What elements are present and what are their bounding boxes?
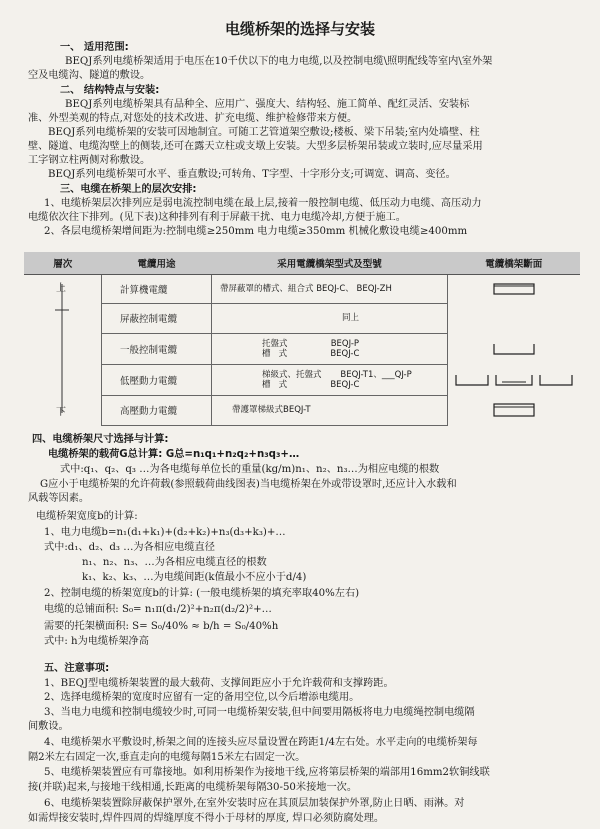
section-shape <box>448 333 581 364</box>
section-shape-empty <box>448 304 581 333</box>
layer-top-label: 上 <box>56 283 66 294</box>
paragraph-line: 2、选择电缆桥架的宽度时应留有一定的备用空位,以今后增添电缆用。 <box>44 692 360 703</box>
paragraph-line: 准、外型美观的特点,对您处的技术改进、扩充电缆、维护检修带来方便。 <box>28 113 358 124</box>
cable-use: 一般控制電纜 <box>102 333 212 364</box>
table-row <box>24 275 580 304</box>
paragraph-line: k₁、k₂、k₃、…为电缆间距(k值最小不应小于d/4) <box>82 572 307 583</box>
paragraph-line: 壁、隧道、电缆沟壁上的侧装,还可在露天立柱或支墩上安装。大型多层桥架吊装或立装时,应尽量采用 <box>28 141 483 152</box>
paragraph-line: 接(并联)起来,与接地干线相通,长距离的电缆桥架每隔30-50米接地一次。 <box>28 782 358 793</box>
paragraph-line: 间敷设。 <box>28 721 69 732</box>
section-shape <box>448 396 581 425</box>
tray-form: 托盤式 BEQJ-P 槽 式 BEQJ-C <box>212 333 448 364</box>
table-row <box>24 364 580 395</box>
page-title: 电缆桥架的选择与安装 <box>224 20 375 38</box>
cable-use: 屏蔽控制電纜 <box>102 304 212 333</box>
section-heading-notes: 五、注意事项: <box>44 663 110 674</box>
section-shape <box>448 364 581 395</box>
cable-use: 高壓動力電纜 <box>102 396 212 425</box>
paragraph-line: 2、控制电缆的桥架宽度b的计算: (一般电缆桥架的填充率取40%左右) <box>44 588 360 599</box>
ladder-with-cover-icon <box>492 402 536 418</box>
table-header-row <box>24 252 580 275</box>
paragraph-line: 6、电缆桥架装置除屏蔽保护罩外,在室外安装时应在其顶层加装保护外罩,防止日晒、雨淋。对 <box>44 798 465 809</box>
layer-indicator <box>24 275 102 426</box>
paragraph-line: 工字钢立柱两侧对称敷设。 <box>28 155 151 166</box>
paragraph-line: 电缆依次往下排列。(见下表)这种排列有利于屏蔽干扰、电力电缆冷却,方便于施工。 <box>28 212 406 223</box>
layer-bottom-label: 下 <box>56 407 66 418</box>
table-row <box>24 333 580 364</box>
paragraph-line: 5、电缆桥架装置应有可靠接地。如利用桥架作为接地干线,应将第层桥架的端部用16mm2软铜线联 <box>44 767 490 778</box>
paragraph-line: 1、BEQJ型电缆桥架装置的最大载荷、支撑间距应小于允许载荷和支撑跨距。 <box>44 678 394 689</box>
table-row <box>24 396 580 425</box>
section-heading-scope: 一、 适用范围: <box>60 42 129 53</box>
paragraph-line: 3、当电力电缆和控制电缆较少时,可同一电缆桥架安装,但中间要用隔板将电力电缆绳控制电缆隔 <box>44 707 475 718</box>
paragraph-line: 空及电缆沟、隧道的敷设。 <box>28 70 151 81</box>
paragraph-line: 电缆桥架宽度b的计算: <box>36 511 138 522</box>
tray-form: 帶屏蔽罩的槽式、組合式 BEQJ-C、 BEQJ-ZH <box>212 275 448 304</box>
paragraph-line: 1、电力电缆b=n₁(d₁+k₁)+(d₂+k₂)+n₃(d₃+k₃)+… <box>44 527 286 538</box>
tray-form: 梯級式、托盤式 BEQJ-T1、___QJ-P 槽 式 BEQJ-C <box>212 364 448 395</box>
paragraph-line: BEQJ系列电缆桥架可水平、垂直敷设;可转角、T字型、十字形分支;可调宽、调高、变径。 <box>48 169 456 180</box>
tray-icon <box>492 342 536 356</box>
tray-form: 帶護罩梯級式BEQJ-T <box>212 396 448 425</box>
formula-line: 电缆的总铺面积: S₀= n₁π(d₁/2)²+n₂π(d₂/2)²+… <box>44 604 272 615</box>
ladder-tray-icon <box>454 372 574 388</box>
paragraph-line: 1、电缆桥架层次排列应是弱电流控制电缆在最上层,接着一般控制电缆、低压动力电缆、高压动力 <box>44 198 482 209</box>
section-heading-sizing: 四、电缆桥架尺寸选择与计算: <box>32 434 169 445</box>
header-layer: 層次 <box>24 252 102 275</box>
paragraph-line: BEQJ系列电缆桥架适用于电压在10千伏以下的电力电缆,以及控制电缆\照明配线等室内\室外架 <box>65 56 493 67</box>
load-formula: 电缆桥架的载荷G总计算: G总=n₁q₁+n₂q₂+n₃q₃+… <box>48 449 300 460</box>
cable-use: 低壓動力電纜 <box>102 364 212 395</box>
header-section: 電纜橋架斷面 <box>448 252 581 275</box>
paragraph-line: BEQJ系列电缆桥架的安装可因地制宜。可随工艺管道架空敷设;楼板、梁下吊装;室内处墙壁、柱 <box>48 127 480 138</box>
section-heading-structure: 二、 结构特点与安装: <box>60 85 160 96</box>
paragraph-line: 2、各层电缆桥架增间距为:控制电缆≥250mm 电力电缆≥350mm 机械化敷设电缆≥400mm <box>44 226 468 237</box>
tray-with-cover-icon <box>492 282 536 296</box>
paragraph-line: G应小于电缆桥架的允许荷载(参照载荷曲线图表)当电缆桥架在外或带设罩时,还应计入水载和 <box>40 479 457 490</box>
formula-line: 需要的托架横面积: S= S₀/40% ≈ b/h = S₀/40%h <box>44 621 279 632</box>
paragraph-line: 隔2米左右固定一次,垂直走向的电缆每隔15米左右固定一次。 <box>28 752 306 763</box>
section-heading-layers: 三、电缆在桥架上的层次安排: <box>60 184 197 195</box>
paragraph-line: 4、电缆桥架水平敷设时,桥架之间的连接头应尽量设置在跨距1/4左右处。水平走向的电缆桥架每 <box>44 737 478 748</box>
paragraph-line: BEQJ系列电缆桥架具有品种全、应用广、强度大、结构轻、施工简单、配红灵活、安装标 <box>65 99 470 110</box>
cable-layer-table <box>24 252 580 426</box>
paragraph-line: 如需焊接安装时,焊件四周的焊缝厚度不得小于母材的厚度, 焊口必须防腐处理。 <box>28 813 385 824</box>
paragraph-line: n₁、n₂、n₃、…为各相应电缆直径的根数 <box>82 557 267 568</box>
header-tray-type: 采用電纜橋架型式及型號 <box>212 252 448 275</box>
paragraph-line: 式中: h为电缆桥架净高 <box>44 636 149 647</box>
header-use: 電纜用途 <box>102 252 212 275</box>
tray-form: 同上 <box>212 304 448 333</box>
layer-arrow <box>25 276 100 421</box>
paragraph-line: 风载等因素。 <box>28 493 90 504</box>
section-shape <box>448 275 581 304</box>
paragraph-line: 式中:q₁、q₂、q₃ …为各电缆每单位长的重量(kg/m)n₁、n₂、n₃…为相应电缆的根数 <box>60 464 440 475</box>
cable-use: 計算機電纜 <box>102 275 212 304</box>
paragraph-line: 式中:d₁、d₂、d₃ …为各相应电缆直径 <box>44 542 215 553</box>
table-row <box>24 304 580 333</box>
